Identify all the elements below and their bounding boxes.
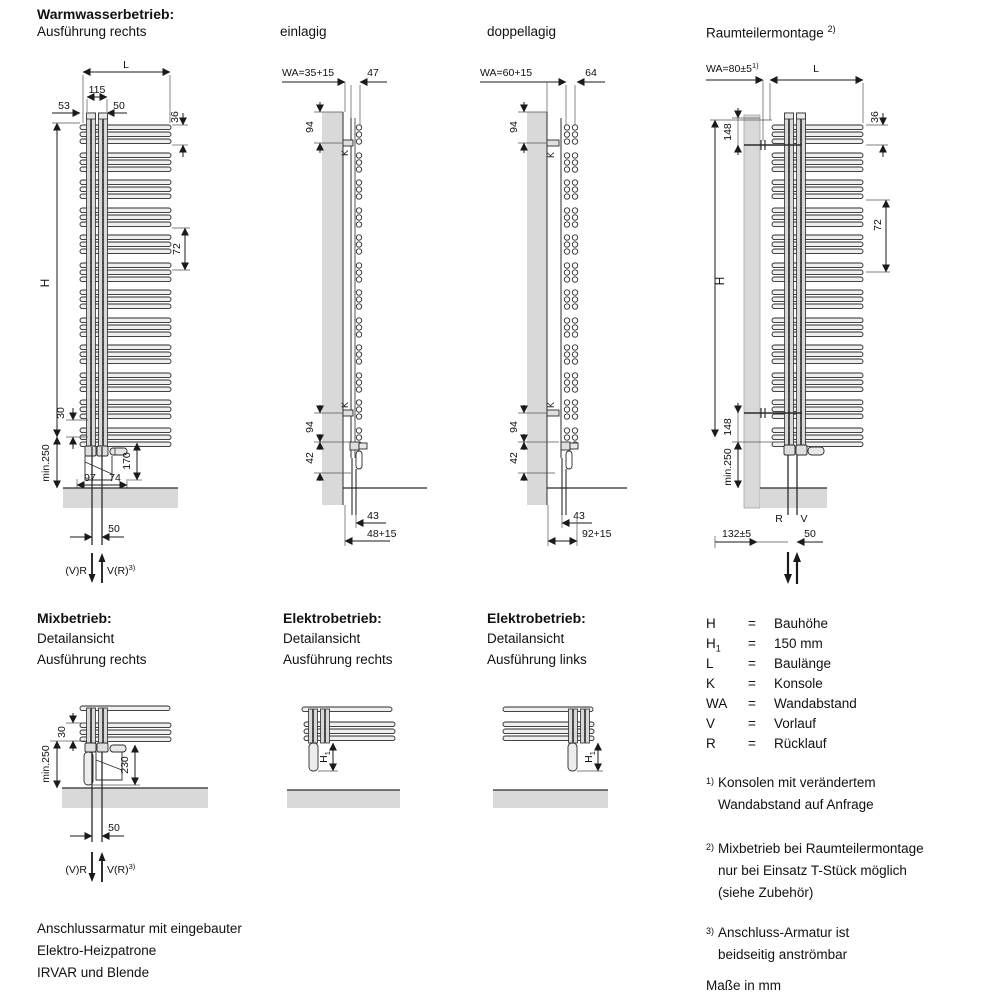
label-k-top: K [340,149,350,157]
dim-label-50: 50 [113,100,125,112]
h1-sub: 1 [588,751,597,756]
caption-line-3: IRVAR und Blende [37,965,150,980]
valve-assembly [85,743,126,752]
legend-val: Konsole [774,676,823,691]
floor-hatch [62,788,208,808]
legend [706,616,976,756]
dim-label-42: 42 [508,452,520,464]
legend-sym-main: H [706,636,716,651]
dim-label-min250: min.250 [722,448,734,486]
legend-sym: K [706,676,716,691]
h1-text: H [583,755,595,763]
mix-detail-line2: Ausführung rechts [37,652,147,667]
flow-arrows [89,852,106,882]
dim-label-132-5: 132±5 [722,528,752,540]
footnote-3-marker: 3) [706,926,715,936]
legend-eq: = [748,616,756,631]
legend-sym: V [706,716,716,731]
footnote-line: beidseitig anströmbar [718,947,848,962]
dim-label-94-top: 94 [304,121,316,133]
label-k-top: K [546,151,556,159]
dim-label-94-bottom: 94 [508,421,520,433]
column-label-raumteilermontage [706,24,836,41]
h1-text: H [318,755,330,763]
tube-ends-double-layer [564,125,577,447]
dim-label-48-15: 48+15 [367,528,397,540]
legend-row-H1 [706,636,976,656]
dim-label-36: 36 [169,111,181,123]
footnote-line: (siehe Zubehör) [718,885,814,900]
footnote-3-text [718,922,849,966]
dim-label-97: 97 [84,472,96,484]
vr-right-sup: 3) [128,563,136,572]
dim-label-94-top: 94 [508,121,520,133]
label-k-bottom: K [340,401,350,409]
elektro-rechts-line1: Detailansicht [283,631,361,646]
dim-label-47: 47 [367,67,379,79]
label-vorlauf-V: V [800,513,808,525]
legend-row-V [706,716,976,736]
konsole-top [547,140,559,146]
elektro-links-line1: Detailansicht [487,631,565,646]
diagram-warmwasser-front [30,55,250,600]
legend-eq: = [748,696,756,711]
dim-label-36: 36 [869,111,881,123]
dim-label-170: 170 [121,452,133,470]
label-vr-left: (V)R [65,864,87,876]
legend-eq: = [748,716,756,731]
dim-label-min250: min.250 [40,444,52,482]
dim-label-148-bottom: 148 [722,418,734,436]
flow-arrows [784,552,801,584]
label-vr-left: (V)R [65,565,87,577]
legend-val: Rücklauf [774,736,827,751]
diagram-mixbetrieb-detail [30,690,280,900]
elektro-heizpatrone [309,743,318,771]
diagram-elektro-links-detail [480,690,660,820]
vr-right-text: V(R) [107,565,129,577]
footnote-2-marker: 2) [706,842,715,852]
floor-hatch [493,790,608,808]
dim-label-H: H [713,276,727,286]
dim-label-30: 30 [56,726,68,738]
floor-hatch [63,488,178,508]
dim-label-94-bottom: 94 [304,421,316,433]
legend-val: Vorlauf [774,716,817,731]
elektro-links-line2: Ausführung links [487,652,587,667]
dim-label-72: 72 [171,243,183,255]
legend-val: 150 mm [774,636,823,651]
caption-line-1: Anschlussarmatur mit eingebauter [37,921,242,936]
footnote-2-text [718,838,924,904]
footnote-line: Anschluss-Armatur ist [718,925,850,940]
legend-sym: WA [706,696,728,711]
tube-ends-single-layer [356,125,361,447]
diagram-einlagig-side [270,55,440,600]
footnote-line: Wandabstand auf Anfrage [718,797,874,812]
legend-sym: H [706,616,716,631]
dim-label-115: 115 [88,84,106,96]
diagram-elektro-rechts-detail [280,690,460,820]
column-label-einlagig: einlagig [280,24,327,39]
konsole-top [343,140,353,146]
footnote-1-text [718,772,876,816]
dim-label-H1 [318,751,332,763]
wa80-sup: 1) [751,61,759,70]
legend-row-R [706,736,976,756]
caption-line-2: Elektro-Heizpatrone [37,943,157,958]
divider-wall [744,115,760,508]
legend-row-WA [706,696,976,716]
dim-label-64: 64 [585,67,597,79]
valve-side [561,442,578,469]
dim-label-wa35: WA=35+15 [282,67,335,79]
dim-label-L: L [123,59,129,71]
legend-val: Bauhöhe [774,616,829,631]
dim-label-H: H [38,278,52,288]
diagram-doppellagig-side [470,55,640,600]
dim-label-92-15: 92+15 [582,528,612,540]
section-title-elektro-rechts: Elektrobetrieb: [283,610,382,626]
konsole-bottom [343,410,353,416]
dim-label-50-bottom: 50 [108,523,120,535]
footnote-1-marker: 1) [706,776,715,786]
legend-sym: L [706,656,714,671]
legend-eq: = [748,676,756,691]
label-k-bottom: K [546,401,556,409]
legend-sym-sub: 1 [715,643,721,654]
section-title-warmwasser: Warmwasserbetrieb: [37,6,175,22]
dim-label-72: 72 [872,219,884,231]
elektro-heizpatrone [568,743,577,771]
dim-label-42: 42 [304,452,316,464]
dim-label-74: 74 [109,472,121,484]
dim-label-43: 43 [573,510,585,522]
vr-right-sup: 3) [128,862,136,871]
dim-label-30: 30 [55,407,67,419]
raumteilermontage-text: Raumteilermontage [706,25,824,41]
h1-sub: 1 [323,751,332,756]
legend-sym: R [706,736,716,751]
elektro-rechts-line2: Ausführung rechts [283,652,393,667]
legend-row-H [706,616,976,636]
mix-detail-line1: Detailansicht [37,631,115,646]
dim-label-53: 53 [58,100,70,112]
label-ruecklauf-R: R [775,513,783,525]
wall-hatch [527,112,547,505]
konsole-bottom [547,410,559,416]
label-vr-right [107,862,136,876]
floor-hatch [760,488,827,508]
units-note: Maße in mm [706,978,782,993]
footnote-2 [706,838,986,904]
legend-row-L [706,656,976,676]
dim-label-230: 230 [119,756,131,774]
dim-label-wa80 [706,61,759,75]
footnote-1 [706,772,976,816]
legend-eq: = [748,636,756,651]
legend-row-K [706,676,976,696]
wall-hatch [322,112,343,505]
wa80-text: WA=80±5 [706,63,752,75]
footnote-3 [706,922,976,966]
raumteilermontage-footnote-ref: 2) [827,24,836,34]
flow-arrows [89,553,106,583]
footnote-line: Konsolen mit verändertem [718,775,876,790]
caption-anschlussarmatur [37,918,242,984]
legend-eq: = [748,736,756,751]
column-label-doppellagig: doppellagig [487,24,557,39]
dim-label-148-top: 148 [722,123,734,141]
section-title-elektro-links: Elektrobetrieb: [487,610,586,626]
floor-hatch [287,790,400,808]
dim-label-L: L [813,63,819,75]
dim-label-43: 43 [367,510,379,522]
dim-label-50: 50 [108,822,120,834]
dim-label-H1 [583,751,597,763]
subtitle-ausfuehrung-rechts: Ausführung rechts [37,24,147,39]
footnote-line: Mixbetrieb bei Raumteilermontage [718,841,924,856]
label-vr-right [107,563,136,577]
vr-right-text: V(R) [107,864,129,876]
diagram-raumteilermontage [690,55,990,600]
legend-val: Wandabstand [774,696,857,711]
footnote-line: nur bei Einsatz T-Stück möglich [718,863,907,878]
dim-label-min250: min.250 [40,745,52,783]
dim-label-50: 50 [804,528,816,540]
legend-val: Baulänge [774,656,832,671]
section-title-mixbetrieb: Mixbetrieb: [37,610,112,626]
dim-label-wa60: WA=60+15 [480,67,533,79]
legend-eq: = [748,656,756,671]
legend-sym [706,636,748,656]
